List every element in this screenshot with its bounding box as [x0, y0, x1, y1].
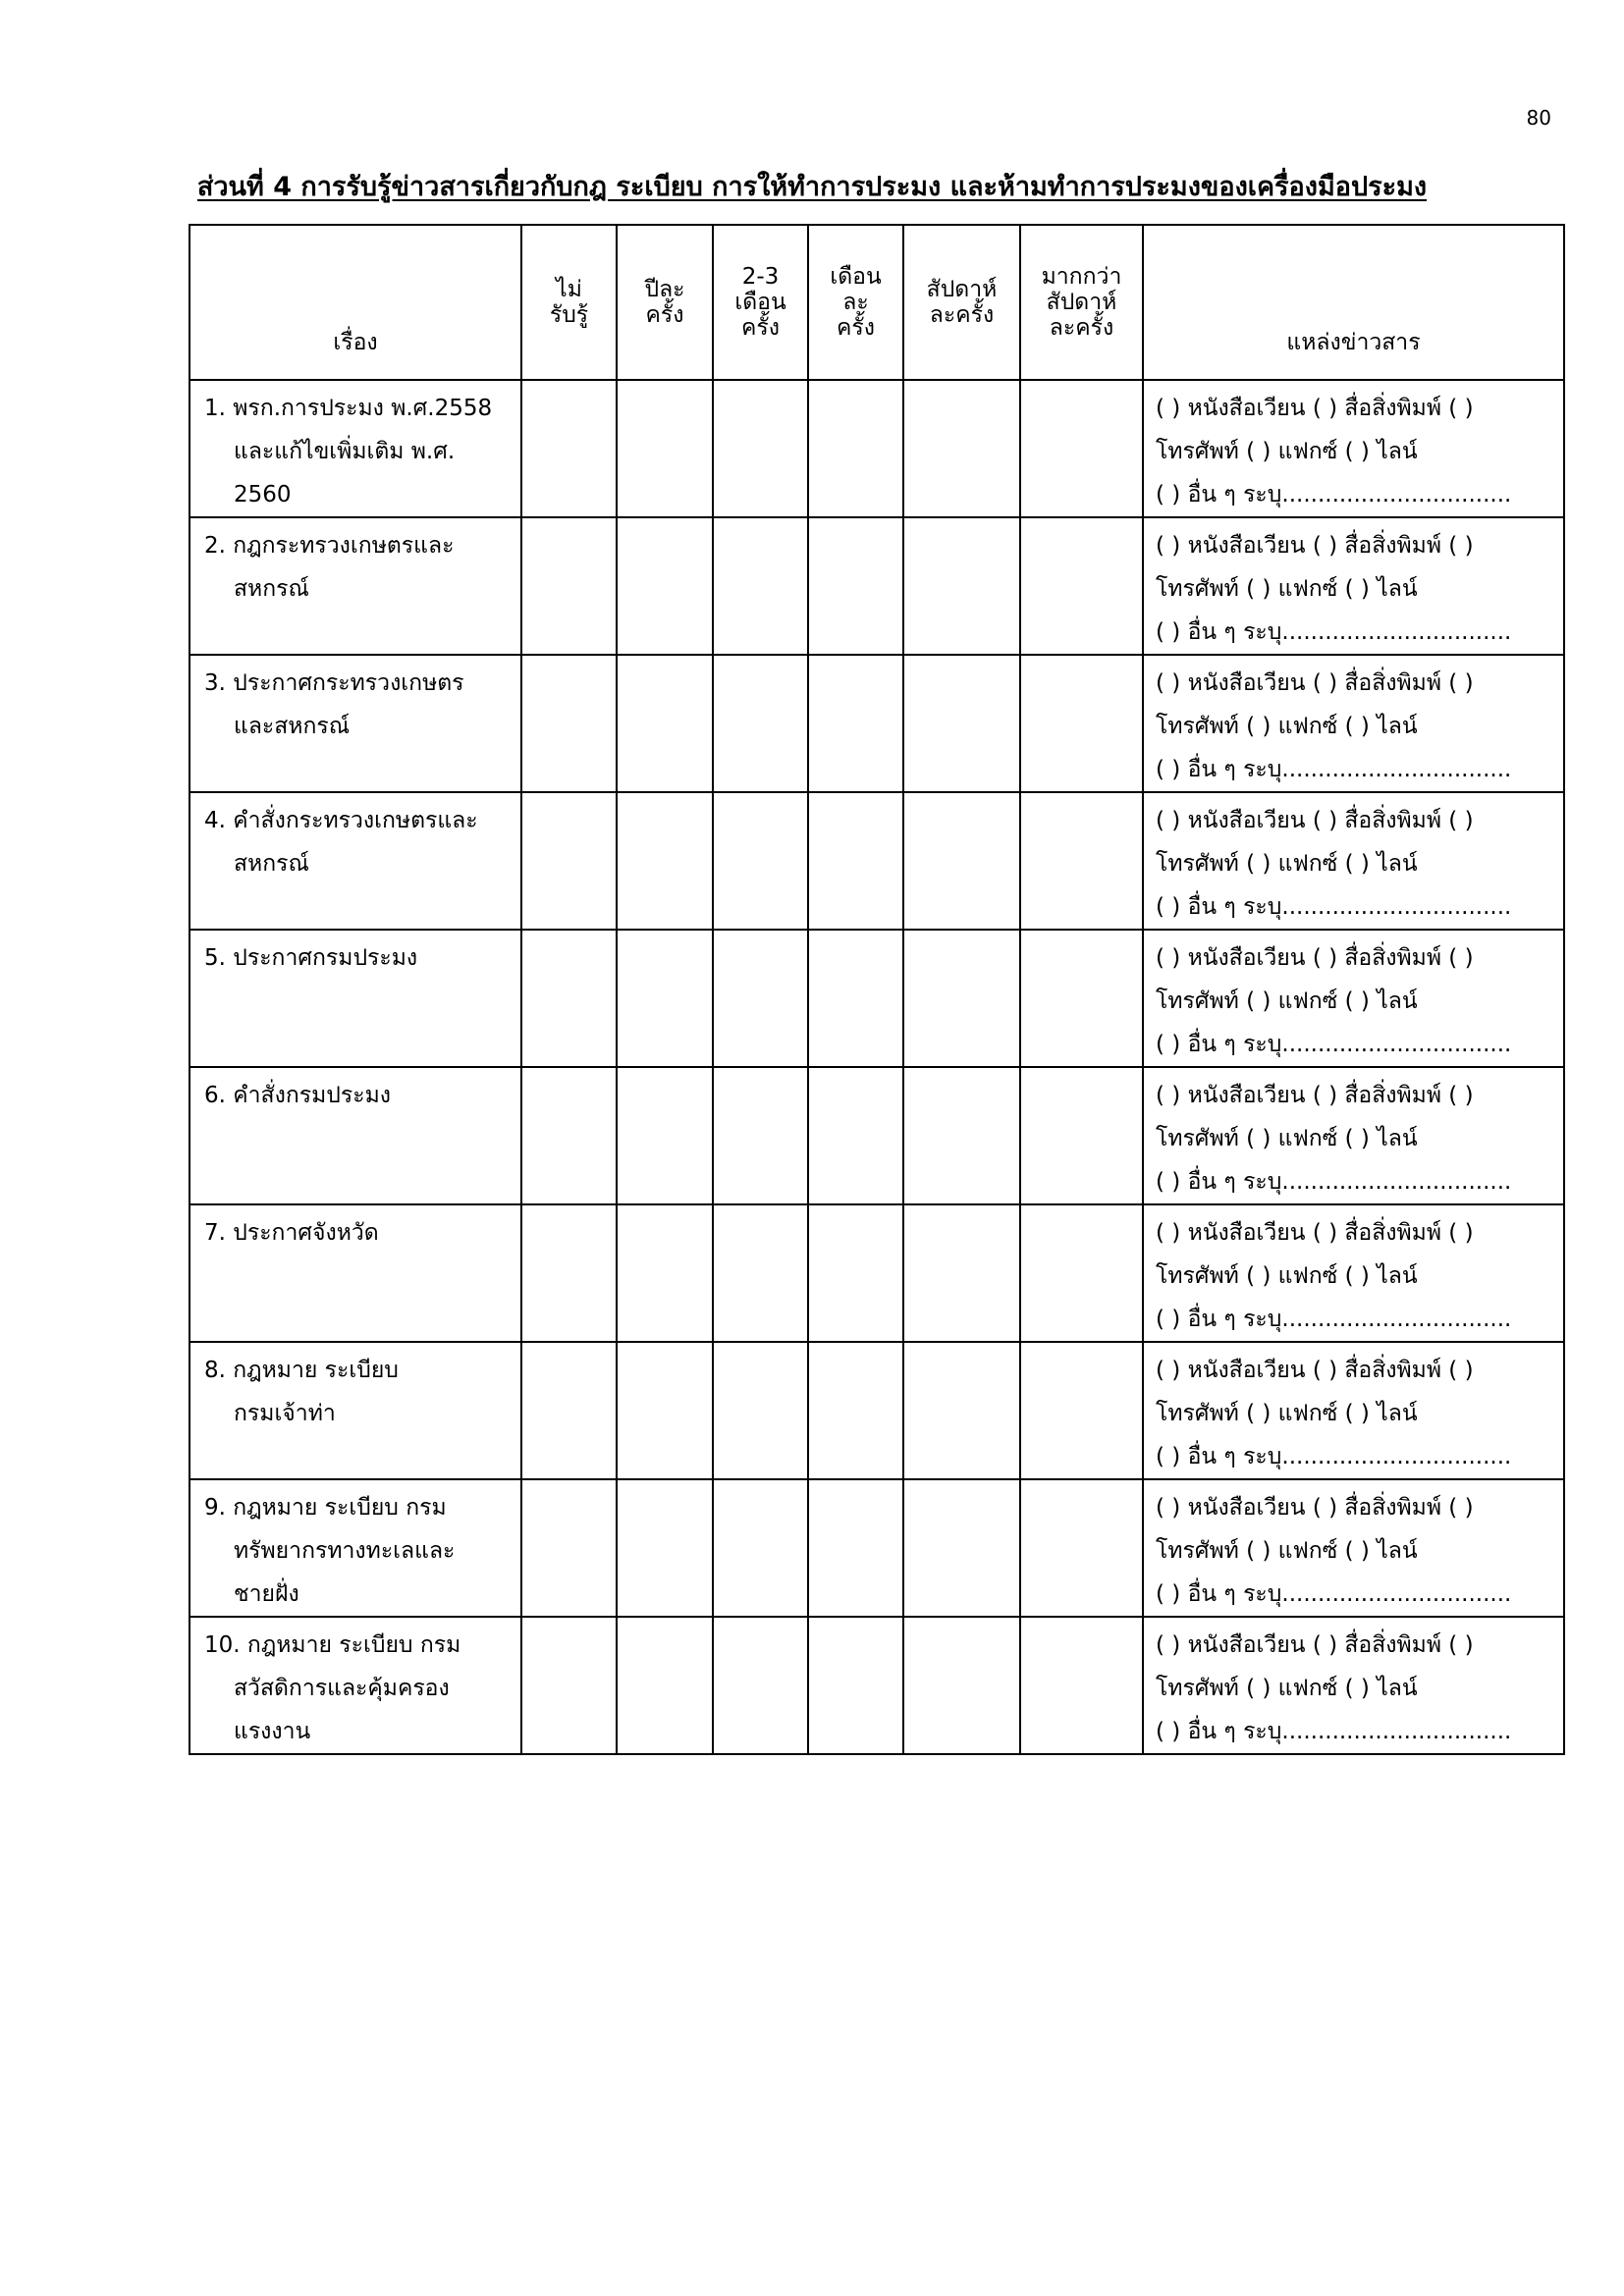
source-option-text: ( ) หนังสือเวียน ( ) สื่อสิ่งพิมพ์ ( ) [1156, 1632, 1474, 1658]
source-option-text: ( ) หนังสือเวียน ( ) สื่อสิ่งพิมพ์ ( ) [1156, 533, 1474, 559]
checkbox-cell-more-than-weekly[interactable] [1020, 792, 1143, 930]
topic-cell [189, 1342, 521, 1479]
source-cell[interactable] [1143, 1617, 1564, 1754]
topic-text: สหกรณ์ [234, 851, 309, 877]
topic-text: 8. กฎหมาย ระเบียบ [204, 1358, 399, 1383]
source-option-text: ( ) อื่น ๆ ระบุ................................ [1156, 757, 1512, 782]
checkbox-cell-more-than-weekly[interactable] [1020, 380, 1143, 517]
header-two-three-months: 2-3 เดือน ครั้ง [713, 225, 808, 380]
checkbox-cell-two-three-months[interactable] [713, 1342, 808, 1479]
topic-text: 3. ประกาศกระทรวงเกษตร [204, 670, 464, 696]
table-row [189, 380, 1564, 517]
checkbox-cell-yearly[interactable] [617, 1067, 713, 1204]
checkbox-cell-two-three-months[interactable] [713, 1479, 808, 1617]
checkbox-cell-weekly[interactable] [903, 655, 1020, 792]
topic-text: 1. พรก.การประมง พ.ศ.2558 [204, 396, 493, 421]
header-monthly: เดือน ละ ครั้ง [808, 225, 903, 380]
checkbox-cell-two-three-months[interactable] [713, 655, 808, 792]
source-option-text: โทรศัพท์ ( ) แฟกซ์ ( ) ไลน์ [1156, 851, 1418, 877]
source-cell[interactable] [1143, 1342, 1564, 1479]
source-option-text: ( ) อื่น ๆ ระบุ................................ [1156, 482, 1512, 507]
source-option-text: โทรศัพท์ ( ) แฟกซ์ ( ) ไลน์ [1156, 1401, 1418, 1426]
checkbox-cell-yearly[interactable] [617, 517, 713, 655]
table-body [189, 380, 1564, 1754]
checkbox-cell-more-than-weekly[interactable] [1020, 1342, 1143, 1479]
source-option-text: ( ) หนังสือเวียน ( ) สื่อสิ่งพิมพ์ ( ) [1156, 1083, 1474, 1108]
checkbox-cell-more-than-weekly[interactable] [1020, 1617, 1143, 1754]
topic-text: สวัสดิการและคุ้มครอง [234, 1676, 450, 1701]
source-option-text: โทรศัพท์ ( ) แฟกซ์ ( ) ไลน์ [1156, 1676, 1418, 1701]
checkbox-cell-monthly[interactable] [808, 517, 903, 655]
checkbox-cell-yearly[interactable] [617, 1617, 713, 1754]
header-topic: เรื่อง [189, 225, 521, 380]
topic-text: 7. ประกาศจังหวัด [204, 1220, 379, 1246]
checkbox-cell-not-aware[interactable] [521, 792, 617, 930]
source-cell[interactable] [1143, 655, 1564, 792]
source-option-text: ( ) อื่น ๆ ระบุ................................ [1156, 1032, 1512, 1057]
checkbox-cell-yearly[interactable] [617, 1204, 713, 1342]
checkbox-cell-more-than-weekly[interactable] [1020, 930, 1143, 1067]
checkbox-cell-weekly[interactable] [903, 1342, 1020, 1479]
source-option-text: โทรศัพท์ ( ) แฟกซ์ ( ) ไลน์ [1156, 576, 1418, 602]
checkbox-cell-weekly[interactable] [903, 930, 1020, 1067]
checkbox-cell-yearly[interactable] [617, 380, 713, 517]
header-source: แหล่งข่าวสาร [1143, 225, 1564, 380]
topic-cell [189, 1204, 521, 1342]
source-option-text: ( ) หนังสือเวียน ( ) สื่อสิ่งพิมพ์ ( ) [1156, 1495, 1474, 1521]
checkbox-cell-monthly[interactable] [808, 1067, 903, 1204]
checkbox-cell-two-three-months[interactable] [713, 930, 808, 1067]
checkbox-cell-two-three-months[interactable] [713, 1204, 808, 1342]
checkbox-cell-not-aware[interactable] [521, 1204, 617, 1342]
topic-text: 5. ประกาศกรมประมง [204, 945, 418, 971]
source-option-text: โทรศัพท์ ( ) แฟกซ์ ( ) ไลน์ [1156, 1538, 1418, 1564]
checkbox-cell-monthly[interactable] [808, 655, 903, 792]
source-option-text: โทรศัพท์ ( ) แฟกซ์ ( ) ไลน์ [1156, 988, 1418, 1014]
table-row [189, 655, 1564, 792]
checkbox-cell-weekly[interactable] [903, 517, 1020, 655]
checkbox-cell-weekly[interactable] [903, 1479, 1020, 1617]
topic-text: 2560 [234, 482, 292, 507]
checkbox-cell-weekly[interactable] [903, 792, 1020, 930]
checkbox-cell-yearly[interactable] [617, 792, 713, 930]
topic-text: และสหกรณ์ [234, 714, 351, 739]
checkbox-cell-not-aware[interactable] [521, 517, 617, 655]
source-option-text: ( ) อื่น ๆ ระบุ................................ [1156, 1444, 1512, 1469]
topic-cell [189, 930, 521, 1067]
source-option-text: ( ) หนังสือเวียน ( ) สื่อสิ่งพิมพ์ ( ) [1156, 1220, 1474, 1246]
checkbox-cell-yearly[interactable] [617, 930, 713, 1067]
checkbox-cell-weekly[interactable] [903, 1617, 1020, 1754]
checkbox-cell-monthly[interactable] [808, 1342, 903, 1479]
checkbox-cell-monthly[interactable] [808, 380, 903, 517]
checkbox-cell-yearly[interactable] [617, 655, 713, 792]
table-row [189, 930, 1564, 1067]
checkbox-cell-weekly[interactable] [903, 380, 1020, 517]
topic-cell [189, 1479, 521, 1617]
topic-cell [189, 1067, 521, 1204]
checkbox-cell-two-three-months[interactable] [713, 1617, 808, 1754]
source-option-text: ( ) อื่น ๆ ระบุ................................ [1156, 619, 1512, 645]
topic-text: 4. คำสั่งกระทรวงเกษตรและ [204, 808, 478, 833]
checkbox-cell-more-than-weekly[interactable] [1020, 1479, 1143, 1617]
topic-cell [189, 380, 521, 517]
checkbox-cell-monthly[interactable] [808, 1617, 903, 1754]
table-row [189, 1342, 1564, 1479]
checkbox-cell-monthly[interactable] [808, 792, 903, 930]
checkbox-cell-weekly[interactable] [903, 1067, 1020, 1204]
checkbox-cell-more-than-weekly[interactable] [1020, 1067, 1143, 1204]
source-cell[interactable] [1143, 380, 1564, 517]
checkbox-cell-more-than-weekly[interactable] [1020, 517, 1143, 655]
checkbox-cell-yearly[interactable] [617, 1479, 713, 1617]
table-row [189, 1204, 1564, 1342]
topic-text: 10. กฎหมาย ระเบียบ กรม [204, 1632, 461, 1658]
source-option-text: ( ) หนังสือเวียน ( ) สื่อสิ่งพิมพ์ ( ) [1156, 670, 1474, 696]
checkbox-cell-not-aware[interactable] [521, 1617, 617, 1754]
source-cell[interactable] [1143, 1067, 1564, 1204]
source-cell[interactable] [1143, 1204, 1564, 1342]
table-row [189, 1067, 1564, 1204]
checkbox-cell-monthly[interactable] [808, 1479, 903, 1617]
topic-text: 2. กฎกระทรวงเกษตรและ [204, 533, 455, 559]
source-option-text: โทรศัพท์ ( ) แฟกซ์ ( ) ไลน์ [1156, 1263, 1418, 1289]
source-option-text: โทรศัพท์ ( ) แฟกซ์ ( ) ไลน์ [1156, 1126, 1418, 1151]
header-yearly: ปีละ ครั้ง [617, 225, 713, 380]
checkbox-cell-weekly[interactable] [903, 1204, 1020, 1342]
table-row [189, 1479, 1564, 1617]
source-option-text: ( ) หนังสือเวียน ( ) สื่อสิ่งพิมพ์ ( ) [1156, 396, 1474, 421]
source-option-text: ( ) หนังสือเวียน ( ) สื่อสิ่งพิมพ์ ( ) [1156, 808, 1474, 833]
source-cell[interactable] [1143, 517, 1564, 655]
source-option-text: ( ) หนังสือเวียน ( ) สื่อสิ่งพิมพ์ ( ) [1156, 945, 1474, 971]
source-option-text: ( ) อื่น ๆ ระบุ................................ [1156, 1307, 1512, 1332]
checkbox-cell-not-aware[interactable] [521, 380, 617, 517]
topic-cell [189, 792, 521, 930]
checkbox-cell-not-aware[interactable] [521, 930, 617, 1067]
topic-cell [189, 1617, 521, 1754]
topic-text: และแก้ไขเพิ่มเติม พ.ศ. [234, 439, 456, 464]
checkbox-cell-monthly[interactable] [808, 1204, 903, 1342]
topic-text: แรงงาน [234, 1719, 311, 1744]
checkbox-cell-two-three-months[interactable] [713, 792, 808, 930]
source-cell[interactable] [1143, 792, 1564, 930]
checkbox-cell-not-aware[interactable] [521, 655, 617, 792]
checkbox-cell-two-three-months[interactable] [713, 380, 808, 517]
checkbox-cell-not-aware[interactable] [521, 1067, 617, 1204]
checkbox-cell-more-than-weekly[interactable] [1020, 1204, 1143, 1342]
source-cell[interactable] [1143, 1479, 1564, 1617]
table-row [189, 792, 1564, 930]
checkbox-cell-not-aware[interactable] [521, 1342, 617, 1479]
source-option-text: ( ) อื่น ๆ ระบุ................................ [1156, 1169, 1512, 1195]
awareness-table [189, 224, 1565, 1755]
header-row [189, 225, 1564, 380]
header-more-than-weekly: มากกว่า สัปดาห์ ละครั้ง [1020, 225, 1143, 380]
section-title: ส่วนที่ 4 การรับรู้ข่าวสารเกี่ยวกับกฎ ระเบียบ การให้ทำการประมง และห้ามทำการประมงของเครื่องมือประมง [196, 172, 1428, 202]
checkbox-cell-two-three-months[interactable] [713, 1067, 808, 1204]
checkbox-cell-monthly[interactable] [808, 930, 903, 1067]
topic-cell [189, 655, 521, 792]
source-option-text: โทรศัพท์ ( ) แฟกซ์ ( ) ไลน์ [1156, 714, 1418, 739]
source-option-text: ( ) หนังสือเวียน ( ) สื่อสิ่งพิมพ์ ( ) [1156, 1358, 1474, 1383]
checkbox-cell-not-aware[interactable] [521, 1479, 617, 1617]
topic-text: 6. คำสั่งกรมประมง [204, 1083, 391, 1108]
source-option-text: ( ) อื่น ๆ ระบุ................................ [1156, 1719, 1512, 1744]
page-number: 80 [1526, 106, 1551, 130]
source-option-text: ( ) อื่น ๆ ระบุ................................ [1156, 1581, 1512, 1607]
checkbox-cell-two-three-months[interactable] [713, 517, 808, 655]
table-row [189, 517, 1564, 655]
header-weekly: สัปดาห์ ละครั้ง [903, 225, 1020, 380]
source-option-text: โทรศัพท์ ( ) แฟกซ์ ( ) ไลน์ [1156, 439, 1418, 464]
topic-text: ชายฝั่ง [234, 1581, 299, 1607]
checkbox-cell-yearly[interactable] [617, 1342, 713, 1479]
topic-text: 9. กฎหมาย ระเบียบ กรม [204, 1495, 447, 1521]
topic-text: กรมเจ้าท่า [234, 1401, 336, 1426]
table-row [189, 1617, 1564, 1754]
topic-text: ทรัพยากรทางทะเลและ [234, 1538, 456, 1564]
checkbox-cell-more-than-weekly[interactable] [1020, 655, 1143, 792]
source-cell[interactable] [1143, 930, 1564, 1067]
header-not-aware: ไม่ รับรู้ [521, 225, 617, 380]
topic-text: สหกรณ์ [234, 576, 309, 602]
topic-cell [189, 517, 521, 655]
source-option-text: ( ) อื่น ๆ ระบุ................................ [1156, 894, 1512, 920]
